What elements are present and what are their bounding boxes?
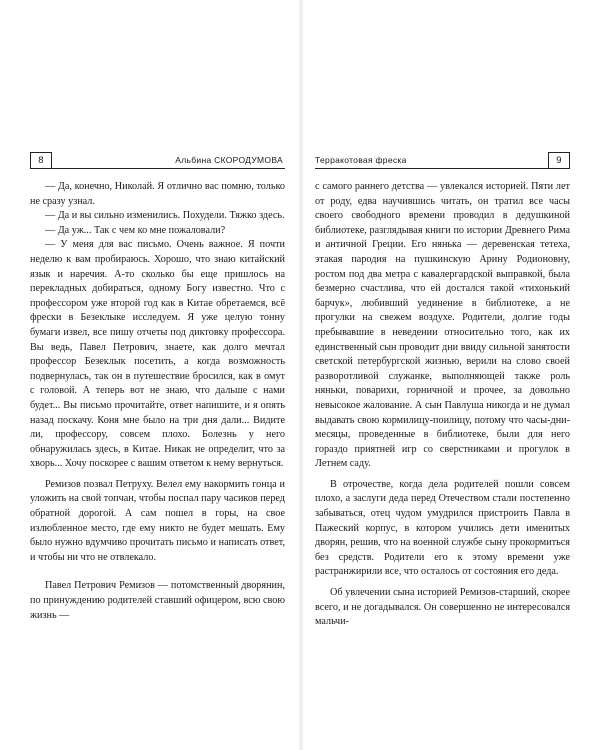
left-running-header	[30, 152, 285, 169]
right-running-header	[315, 152, 570, 169]
paragraph: — У меня для вас письмо. Очень важное. Я почти неделю к вам пробираюсь. Хорошо, что знаю китайский язык и наречия. А-то сколько бы еще пришлось на перекладных добираться, одному Богу известно. Что с профессором уже второй год как в Китае обретаемся, всё фрески в Безеклыке исследуем. Я уже целую тонну бумаги извел, все пишу отчеты под диктовку профессора. Вы ведь, Павел Петрович, знаете, как долго мечтал профессор Безеклык посетить, а когда возможность подвернулась, так он в путешествие бросился, как в омут с головой. А теперь вот не знаю, что дальше с нами будет... Вы письмо прочитайте, ответ напишите, и я опять назад поскачу. Коня мне было на три дня дали... Видите ли, профессору, совсем плохо. Болезнь у него обнаружилась здесь, в Китае. Никак не определит, что за хворь... Хочу поскорее с вашим ответом к нему вернуться.	[30, 239, 285, 470]
left-page-text	[30, 180, 285, 623]
right-page-number: 9	[548, 152, 570, 168]
author-last-name: СКОРОДУМОВА	[214, 155, 283, 165]
paragraph: с самого раннего детства — увлекался историей. Пяти лет от роду, едва научившись читать, он тратил все часы своего свободного времени проводил в дедушкиной библиотеке, разглядывая книги по истории Древнего Рима и античной Греции. Его нянька — деревенская тетеха, этакая пародия на пушкинскую Арину Родионовну, ростом под два метра с кавалергардской выправкой, была безмерно счастлива, что ей достался такой «тихонький барчук», любивший уединение в библиотеке, а не прогулки на свежем воздухе. Родители, долгие годы пребывавшие в неведении относительно того, как их единственный сын проводит дни ввиду сильной занятости светской петербургской жизнью, верили на слово своей разворотливой служанке, выполняющей также роль няньки, поварихи, горничной и прочее, за довольно невысокое жалование. А сын Павлуша никогда и не думал выдавать свою кормилицу-поилицу, потому что часы-дни-месяцы, проведенные в библиотеке, были для него гораздо приятней игр со сверстниками и прогулок в Летнем саду.	[315, 181, 570, 470]
paragraph: Ремизов позвал Петруху. Велел ему накормить гонца и уложить на свой топчан, чтобы поспал пару часиков перед обратной дорогой. А сам пошел в горы, на свое излюбленное место, где ему никто не будет мешать. Ему было нужно вдумчиво прочитать письмо и написать ответ, и чтобы ни что не отвлекало.	[30, 478, 285, 563]
paragraph: В отрочестве, когда дела родителей пошли совсем плохо, а заслуги деда перед Отечеством стали постепенно забываться, отец чудом умудрился пристроить Павла в Пажеский корпус, в котором учились дети именитых дворян, решив, что на военной службе сыну прокормиться без средств. Родители его к этому времени уже растранжирили все, что осталось от состояния его деда.	[315, 478, 570, 578]
right-page-text	[315, 180, 570, 630]
left-page-number: 8	[30, 152, 52, 168]
paragraph: — Да уж... Так с чем ко мне пожаловали?	[45, 224, 226, 236]
right-page	[315, 152, 570, 630]
left-page	[30, 152, 285, 623]
book-gutter	[298, 0, 304, 750]
author-name	[175, 155, 283, 165]
author-first-name: Альбина	[175, 155, 212, 165]
book-title: Терракотовая фреска	[315, 155, 407, 165]
paragraph: Павел Петрович Ремизов — потомственный дворянин, по принуждению родителей ставший офицером, всю свою жизнь —	[30, 580, 285, 621]
paragraph: Об увлечении сына историей Ремизов-старший, скорее всего, и не догадывался. Он совершенно не интересовался мальчи-	[315, 587, 570, 628]
paragraph: — Да и вы сильно изменились. Похудели. Тяжко здесь.	[45, 210, 285, 222]
paragraph: — Да, конечно, Николай. Я отлично вас помню, только не сразу узнал.	[30, 181, 285, 207]
